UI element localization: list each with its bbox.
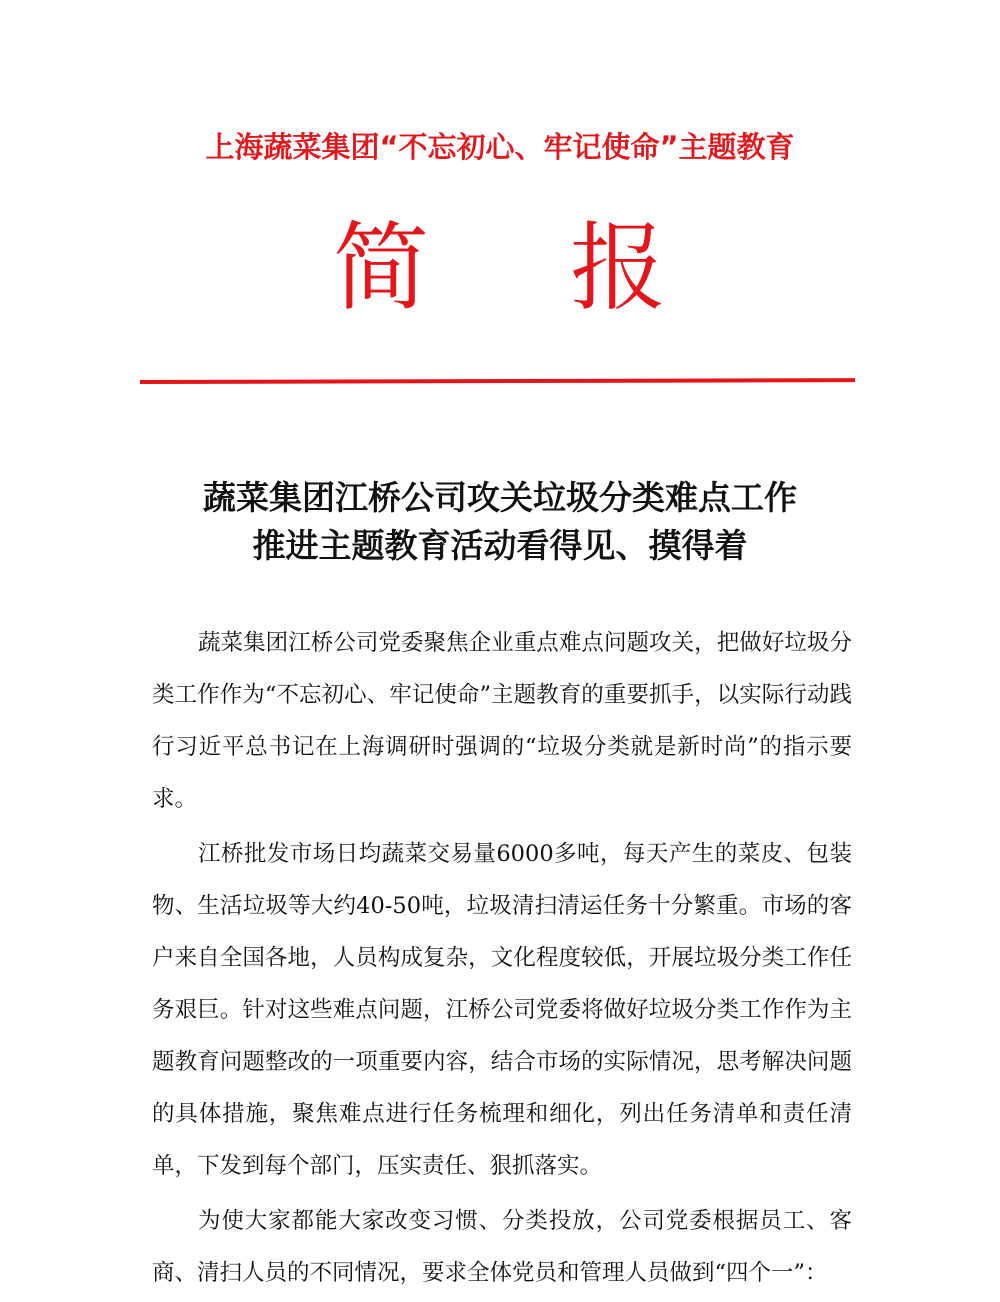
article-title (0, 474, 1000, 570)
header-org-line: 上海蔬菜集团“不忘初心、牢记使命”主题教育 (205, 130, 795, 164)
bulletin-title (0, 208, 1000, 328)
article-paragraph-3: 为使大家都能大家改变习惯、分类投放，公司党委根据员工、客商、清扫人员的不同情况，要求全体党员和管理人员做到“四个一”： (152, 1208, 852, 1286)
red-divider-line (140, 378, 855, 384)
article-body (152, 617, 852, 1302)
article-paragraph-2: 江桥批发市场日均蔬菜交易量6000多吨，每天产生的菜皮、包装物、生活垃圾等大约40-50吨，垃圾清扫清运任务十分繁重。市场的客户来自全国各地，人员构成复杂，文化程度较低，开展垃圾分类工作任务艰巨。针对这些难点问题，江桥公司党委将做好垃圾分类工作作为主题教育问题整改的一项重要内容，结合市场的实际情况，思考解决问题的具体措施，聚焦难点进行任务梳理和细化，列出任务清单和责任清单，下发到每个部门，压实责任、狠抓落实。 (152, 841, 852, 1179)
article-paragraph-1: 蔬菜集团江桥公司党委聚焦企业重点难点问题攻关，把做好垃圾分类工作作为“不忘初心、牢记使命”主题教育的重要抓手，以实际行动践行习近平总书记在上海调研时强调的“垃圾分类就是新时尚”的指示要求。 (152, 630, 852, 812)
article-title-line-1: 蔬菜集团江桥公司攻关垃圾分类难点工作 (203, 478, 797, 517)
bulletin-title-char-1: 简 (333, 212, 429, 324)
article-title-line-2: 推进主题教育活动看得见、摸得着 (252, 526, 748, 565)
bulletin-title-char-2: 报 (570, 212, 666, 324)
